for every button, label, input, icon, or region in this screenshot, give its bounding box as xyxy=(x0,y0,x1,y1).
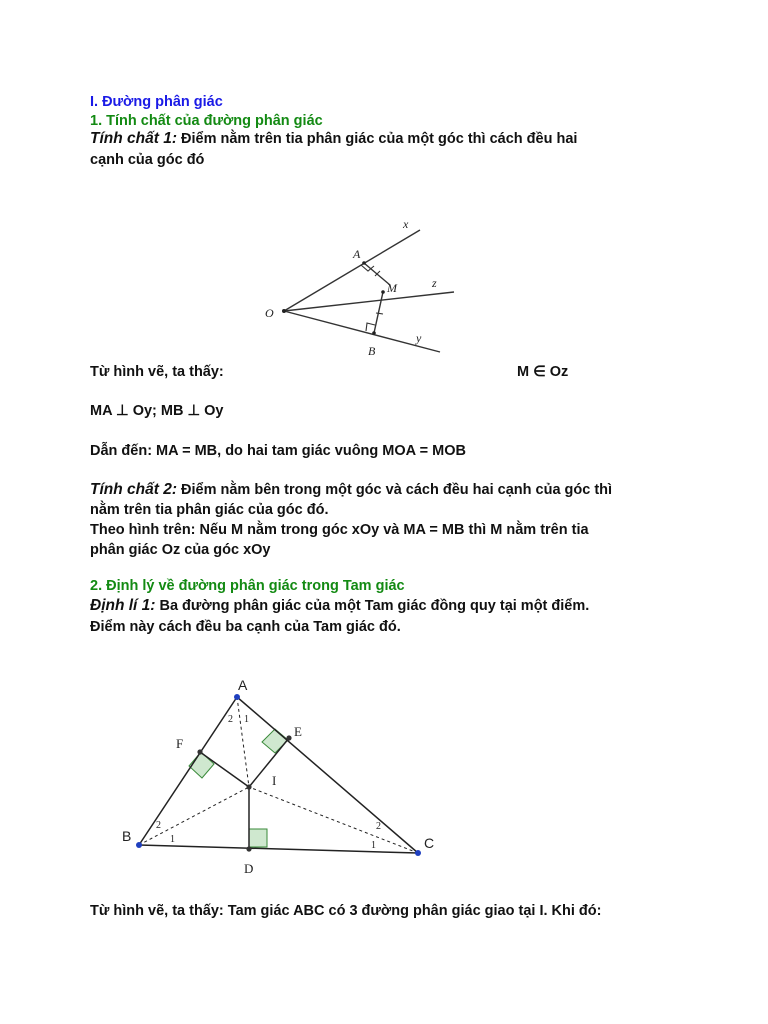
final-observation: Từ hình vẽ, ta thấy: Tam giác ABC có 3 đường phân giác giao tại I. Khi đó: xyxy=(90,903,602,919)
label-f: F xyxy=(176,736,184,751)
label-d: D xyxy=(244,861,254,876)
point-d xyxy=(246,846,251,851)
conclusion-line: Dẫn đến: MA = MB, do hai tam giác vuông MOA = MOB xyxy=(90,443,466,459)
side-ab xyxy=(139,697,237,845)
property-2-line-2: nằm trên tia phân giác của góc đó. xyxy=(90,502,329,518)
bisector-c xyxy=(249,787,418,853)
label-i: I xyxy=(272,773,277,788)
label-e: E xyxy=(294,724,302,739)
side-bc xyxy=(139,845,418,853)
angle-c-2: 2 xyxy=(376,821,381,832)
property-1-label: Tính chất 1: xyxy=(90,130,177,147)
label-b: B xyxy=(122,828,132,844)
property-2-label: Tính chất 2: xyxy=(90,481,177,498)
observation-right: M ∈ Oz xyxy=(517,364,569,380)
label-a: A xyxy=(353,247,361,261)
point-i xyxy=(246,784,251,789)
property-1-text: Điểm nằm trên tia phân giác của một góc thì cách đều hai xyxy=(181,131,578,147)
label-m: M xyxy=(387,281,397,295)
perpendicular-line: MA ⊥ Oy; MB ⊥ Oy xyxy=(90,403,224,419)
point-c xyxy=(415,850,421,856)
point-a xyxy=(234,694,240,700)
theorem-line-2: Điểm này cách đều ba cạnh của Tam giác đó. xyxy=(90,619,401,635)
property-1-line-2: cạnh của góc đó xyxy=(90,152,205,168)
angle-b-1: 1 xyxy=(170,834,175,845)
angle-a-1: 1 xyxy=(244,714,249,725)
bisector-b xyxy=(139,787,249,845)
label-a: A xyxy=(238,677,248,693)
subsection-heading-1: 1. Tính chất của đường phân giác xyxy=(90,113,323,129)
label-y: y xyxy=(416,331,422,345)
theorem-label: Định lí 1: xyxy=(90,597,156,614)
point-b xyxy=(136,842,142,848)
bisector-a xyxy=(237,697,249,787)
label-c: C xyxy=(424,835,435,851)
right-angle-e xyxy=(262,729,288,753)
label-x: x xyxy=(403,217,409,231)
angle-a-2: 2 xyxy=(228,714,233,725)
label-b: B xyxy=(368,344,376,358)
point-e xyxy=(286,735,291,740)
property-2-line-4: phân giác Oz của góc xOy xyxy=(90,542,271,558)
property-2-text: Điểm nằm bên trong một góc và cách đều hai cạnh của góc thì xyxy=(181,482,613,498)
label-o: O xyxy=(265,306,274,320)
subsection-heading-2: 2. Định lý về đường phân giác trong Tam giác xyxy=(90,578,405,594)
right-angle-d xyxy=(249,829,267,847)
point-f xyxy=(197,749,202,754)
property-2-line-3: Theo hình trên: Nếu M nằm trong góc xOy và MA = MB thì M nằm trên tia xyxy=(90,522,589,538)
angle-c-1: 1 xyxy=(371,840,376,851)
section-heading: I. Đường phân giác xyxy=(90,94,223,110)
label-z: z xyxy=(432,276,437,290)
observation-left: Từ hình vẽ, ta thấy: xyxy=(90,364,224,380)
theorem-text: Ba đường phân giác của một Tam giác đồng quy tại một điểm. xyxy=(159,598,590,614)
angle-b-2: 2 xyxy=(156,820,161,831)
